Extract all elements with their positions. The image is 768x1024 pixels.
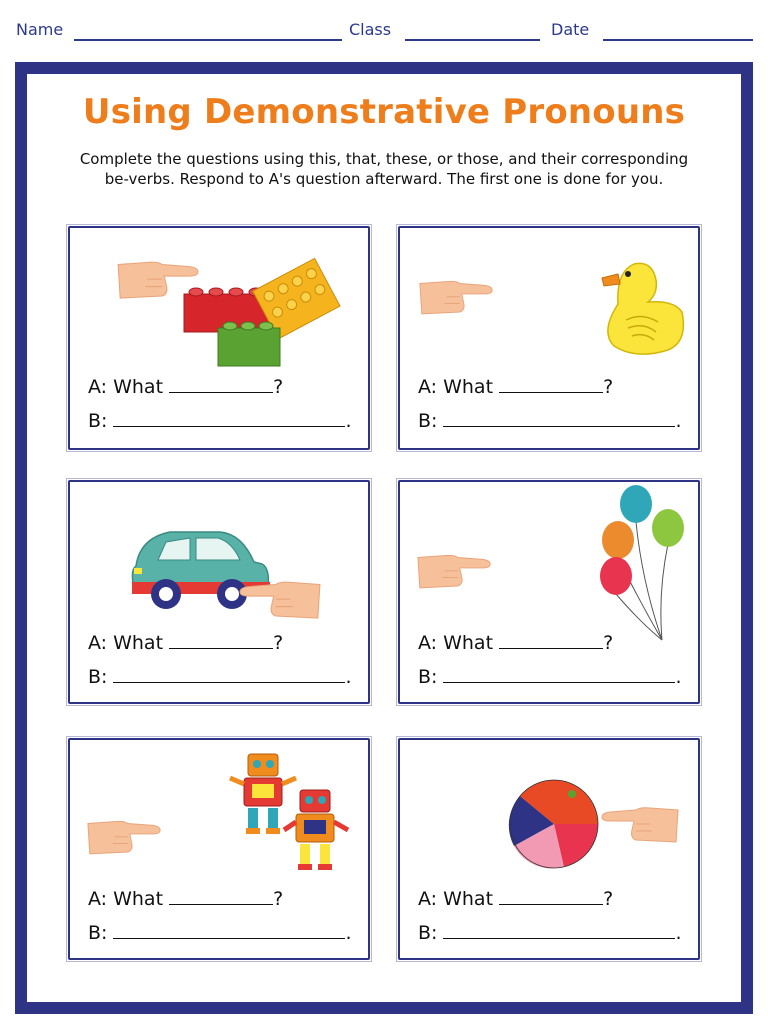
question-a: A: What ? [418,888,614,910]
exercise-card-5 [68,738,370,960]
toy-car-picture [80,498,360,628]
question-b: B: . [88,410,352,432]
exercise-card-6 [398,738,700,960]
pointing-hand-icon [240,582,320,618]
name-line[interactable] [74,39,342,41]
question-a: A: What ? [88,632,284,654]
pointing-hand-icon [418,555,490,588]
class-field [345,20,545,44]
exercise-card-2 [398,226,700,450]
answer-blank-b[interactable] [443,937,675,939]
question-b: B: . [418,666,682,688]
page-title: Using Demonstrative Pronouns [82,92,686,132]
exercise-card-4 [398,480,700,704]
instructions [40,149,728,189]
balloons-picture [404,482,700,652]
exercise-card-3 [68,480,370,704]
exercise-card-1 [68,226,370,450]
date-field [545,20,760,44]
answer-blank-a[interactable] [169,903,273,905]
question-a: A: What ? [418,632,614,654]
answer-blank-a[interactable] [169,391,273,393]
answer-blank-b[interactable] [113,681,345,683]
date-label: Date [551,20,590,39]
lego-bricks-picture [80,246,360,376]
date-line[interactable] [603,39,753,41]
robots-picture [74,750,370,880]
pointing-hand-icon [88,821,160,854]
answer-blank-b[interactable] [443,681,675,683]
question-a: A: What ? [418,376,614,398]
answer-blank-b[interactable] [113,937,345,939]
name-field [0,20,345,44]
class-line[interactable] [405,39,540,41]
pointing-hand-icon [420,281,492,314]
rubber-duck-picture [406,242,696,372]
beach-ball-picture [404,750,700,880]
answer-blank-a[interactable] [499,903,603,905]
class-label: Class [349,20,392,39]
question-b: B: . [418,410,682,432]
pointing-hand-icon [602,808,678,842]
instructions-line-2: be-verbs. Respond to A's question afterward. The first one is done for you. [104,170,664,188]
answer-blank-a[interactable] [169,647,273,649]
answer-blank-a[interactable] [499,391,603,393]
instructions-line-1: Complete the questions using this, that, these, or those, and their corresponding [79,150,689,168]
question-a: A: What ? [88,888,284,910]
question-a: A: What ? [88,376,284,398]
question-b: B: . [88,666,352,688]
answer-blank-b[interactable] [443,425,675,427]
answer-blank-a[interactable] [499,647,603,649]
pointing-hand-icon [118,262,198,298]
answer-blank-b[interactable] [113,425,345,427]
question-b: B: . [88,922,352,944]
question-b: B: . [418,922,682,944]
name-label: Name [16,20,64,39]
